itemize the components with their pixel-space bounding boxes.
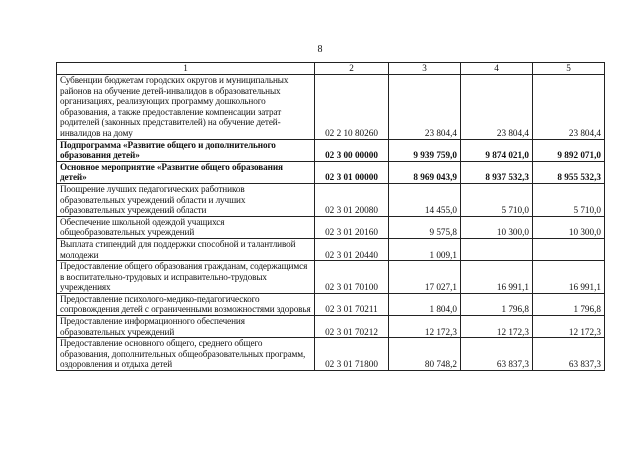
row-code: 02 2 10 80260 <box>315 75 389 140</box>
row-value-col5: 23 804,4 <box>533 75 605 140</box>
table-row <box>57 161 605 183</box>
table-row <box>57 139 605 161</box>
row-value-col4: 10 300,0 <box>461 216 533 238</box>
row-value-col5: 5 710,0 <box>533 183 605 216</box>
row-value-col5: 10 300,0 <box>533 216 605 238</box>
row-value-col4: 16 991,1 <box>461 261 533 294</box>
row-description: Подпрограмма «Развитие общего и дополнительного образования детей» <box>57 139 315 161</box>
row-value-col5: 63 837,3 <box>533 338 605 371</box>
table-row <box>57 75 605 140</box>
row-value-col4: 8 937 532,3 <box>461 161 533 183</box>
row-value-col3: 17 027,1 <box>389 261 461 294</box>
row-value-col4: 12 172,3 <box>461 316 533 338</box>
row-value-col3: 1 009,1 <box>389 238 461 260</box>
row-value-col4: 5 710,0 <box>461 183 533 216</box>
column-header: 1 <box>57 63 315 75</box>
row-value-col3: 8 969 043,9 <box>389 161 461 183</box>
row-value-col5 <box>533 238 605 260</box>
row-code: 02 3 01 70212 <box>315 316 389 338</box>
row-value-col4: 1 796,8 <box>461 293 533 315</box>
table-row <box>57 183 605 216</box>
row-description: Предоставление общего образования гражданам, содержащимся в воспитательно-трудовых и исправительно-трудовых учреждениях <box>57 261 315 294</box>
row-code: 02 3 01 70211 <box>315 293 389 315</box>
table-row <box>57 238 605 260</box>
row-description: Выплата стипендий для поддержки способной и талантливой молодежи <box>57 238 315 260</box>
row-description: Предоставление психолого-медико-педагогического сопровождения детей с ограниченными возможностями здоровья <box>57 293 315 315</box>
row-description: Основное мероприятие «Развитие общего образования детей» <box>57 161 315 183</box>
table-row <box>57 216 605 238</box>
row-description: Предоставление основного общего, среднего общего образования, дополнительных общеобразовательных программ, оздоровления и отдыха детей <box>57 338 315 371</box>
row-value-col5: 1 796,8 <box>533 293 605 315</box>
column-header: 2 <box>315 63 389 75</box>
row-description: Обеспечение школьной одеждой учащихся общеобразовательных учреждений <box>57 216 315 238</box>
row-value-col5: 12 172,3 <box>533 316 605 338</box>
row-value-col3: 1 804,0 <box>389 293 461 315</box>
row-value-col5: 9 892 071,0 <box>533 139 605 161</box>
row-description: Субвенции бюджетам городских округов и муниципальных районов на обучение детей-инвалидов в образовательных организациях, реализующих программу дошкольного образования, а также предоставление компенсации затрат родителей (законных представителей) на обучение детей-инвалидов на дому <box>57 75 315 140</box>
row-code: 02 3 00 00000 <box>315 139 389 161</box>
row-description: Предоставление информационного обеспечения образовательных учреждений <box>57 316 315 338</box>
row-value-col4: 9 874 021,0 <box>461 139 533 161</box>
row-code: 02 3 01 70100 <box>315 261 389 294</box>
row-code: 02 3 01 71800 <box>315 338 389 371</box>
row-code: 02 3 01 20440 <box>315 238 389 260</box>
row-value-col4 <box>461 238 533 260</box>
row-value-col3: 9 939 759,0 <box>389 139 461 161</box>
column-header: 3 <box>389 63 461 75</box>
row-value-col3: 80 748,2 <box>389 338 461 371</box>
row-description: Поощрение лучших педагогических работников образовательных учреждений области и лучших образовательных учреждений области <box>57 183 315 216</box>
budget-table <box>56 62 605 371</box>
row-code: 02 3 01 00000 <box>315 161 389 183</box>
header-row <box>57 63 605 75</box>
table-row <box>57 338 605 371</box>
row-value-col3: 23 804,4 <box>389 75 461 140</box>
column-header: 4 <box>461 63 533 75</box>
row-value-col3: 9 575,8 <box>389 216 461 238</box>
table-row <box>57 293 605 315</box>
row-value-col4: 23 804,4 <box>461 75 533 140</box>
table-row <box>57 261 605 294</box>
row-value-col3: 12 172,3 <box>389 316 461 338</box>
row-value-col5: 16 991,1 <box>533 261 605 294</box>
row-value-col4: 63 837,3 <box>461 338 533 371</box>
page-number: 8 <box>317 44 323 55</box>
row-value-col3: 14 455,0 <box>389 183 461 216</box>
column-header: 5 <box>533 63 605 75</box>
row-code: 02 3 01 20080 <box>315 183 389 216</box>
row-code: 02 3 01 20160 <box>315 216 389 238</box>
table-row <box>57 316 605 338</box>
row-value-col5: 8 955 532,3 <box>533 161 605 183</box>
